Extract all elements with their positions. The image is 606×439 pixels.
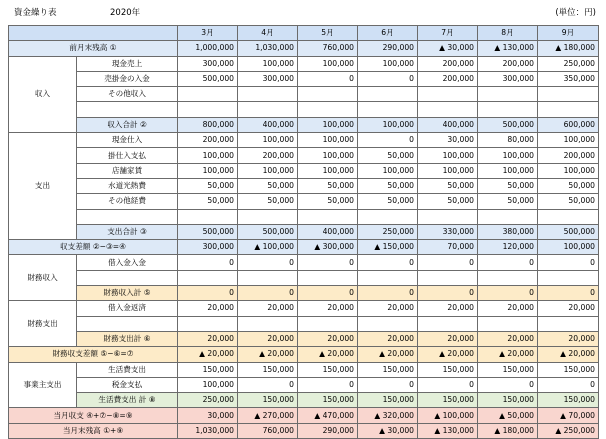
row-label: 財務収入計 ⑤ bbox=[77, 286, 178, 301]
value-cell: 0 bbox=[358, 286, 418, 301]
value-cell: 0 bbox=[478, 255, 538, 270]
row-shushi-sagaku bbox=[9, 240, 599, 255]
value-cell: 100,000 bbox=[238, 133, 298, 148]
value-cell: 200,000 bbox=[178, 133, 238, 148]
value-cell bbox=[418, 270, 478, 285]
value-cell: 500,000 bbox=[178, 71, 238, 86]
row-label: 生活費支出 計 ⑧ bbox=[77, 393, 178, 408]
value-cell: 760,000 bbox=[298, 41, 358, 56]
value-cell: 0 bbox=[238, 255, 298, 270]
row-seikatsu-gokei bbox=[9, 393, 599, 408]
value-cell bbox=[298, 87, 358, 102]
row-blank-zaimu2 bbox=[9, 316, 599, 331]
row-zaimu-shishutsu bbox=[9, 331, 599, 346]
row-zeikin bbox=[9, 377, 599, 392]
value-cell bbox=[418, 209, 478, 224]
value-cell bbox=[178, 209, 238, 224]
value-cell: 0 bbox=[418, 286, 478, 301]
value-cell: 150,000 bbox=[238, 393, 298, 408]
value-cell bbox=[298, 209, 358, 224]
value-cell: 0 bbox=[418, 255, 478, 270]
value-cell: 200,000 bbox=[418, 56, 478, 71]
value-cell: 100,000 bbox=[358, 56, 418, 71]
row-label: 掛仕入支払 bbox=[77, 148, 178, 163]
value-cell: 100,000 bbox=[358, 117, 418, 132]
value-cell: 0 bbox=[538, 286, 599, 301]
group-label: 事業主支出 bbox=[9, 362, 77, 408]
value-cell: 50,000 bbox=[418, 178, 478, 193]
value-cell: 500,000 bbox=[238, 224, 298, 239]
month-header-row bbox=[9, 26, 599, 41]
value-cell: 250,000 bbox=[538, 56, 599, 71]
row-hensai bbox=[9, 301, 599, 316]
row-label: その他収入 bbox=[77, 87, 178, 102]
value-cell: 20,000 bbox=[478, 331, 538, 346]
value-cell: ▲ 250,000 bbox=[538, 423, 599, 438]
value-cell bbox=[358, 87, 418, 102]
value-cell: 0 bbox=[238, 286, 298, 301]
value-cell: 20,000 bbox=[418, 331, 478, 346]
row-label: 財務収支差額 ⑤−⑥=⑦ bbox=[9, 347, 178, 362]
value-cell: 0 bbox=[358, 377, 418, 392]
row-label bbox=[77, 102, 178, 117]
month-header: 3月 bbox=[178, 26, 238, 41]
row-sonota-shunyu bbox=[9, 87, 599, 102]
value-cell: 400,000 bbox=[418, 117, 478, 132]
value-cell: 100,000 bbox=[538, 163, 599, 178]
value-cell: 100,000 bbox=[178, 163, 238, 178]
value-cell bbox=[178, 87, 238, 102]
value-cell: ▲ 20,000 bbox=[298, 347, 358, 362]
row-blank-zaimu bbox=[9, 270, 599, 285]
value-cell: 0 bbox=[298, 377, 358, 392]
value-cell: 100,000 bbox=[478, 148, 538, 163]
value-cell bbox=[478, 209, 538, 224]
value-cell: 0 bbox=[538, 377, 599, 392]
value-cell: ▲ 30,000 bbox=[418, 41, 478, 56]
value-cell: ▲ 150,000 bbox=[358, 240, 418, 255]
value-cell: 20,000 bbox=[358, 331, 418, 346]
row-label: 税金支払 bbox=[77, 377, 178, 392]
value-cell: 150,000 bbox=[238, 362, 298, 377]
value-cell: ▲ 100,000 bbox=[238, 240, 298, 255]
value-cell: 100,000 bbox=[238, 56, 298, 71]
value-cell bbox=[178, 270, 238, 285]
value-cell: ▲ 300,000 bbox=[298, 240, 358, 255]
value-cell: ▲ 100,000 bbox=[418, 408, 478, 423]
value-cell: 0 bbox=[478, 286, 538, 301]
value-cell: 150,000 bbox=[478, 362, 538, 377]
row-label: 当月末残高 ①+⑨ bbox=[9, 423, 178, 438]
row-suido bbox=[9, 178, 599, 193]
value-cell: 0 bbox=[538, 255, 599, 270]
value-cell: 50,000 bbox=[478, 194, 538, 209]
value-cell: 50,000 bbox=[478, 178, 538, 193]
value-cell: ▲ 470,000 bbox=[298, 408, 358, 423]
cashflow-table bbox=[8, 25, 599, 439]
value-cell: 200,000 bbox=[418, 71, 478, 86]
value-cell: 70,000 bbox=[418, 240, 478, 255]
value-cell bbox=[538, 209, 599, 224]
value-cell: 150,000 bbox=[538, 393, 599, 408]
group-label: 収入 bbox=[9, 56, 77, 132]
value-cell: 500,000 bbox=[538, 224, 599, 239]
value-cell bbox=[538, 102, 599, 117]
value-cell: 300,000 bbox=[478, 71, 538, 86]
value-cell: 100,000 bbox=[298, 163, 358, 178]
row-blank-shunyu bbox=[9, 102, 599, 117]
value-cell: 100,000 bbox=[178, 148, 238, 163]
value-cell: 100,000 bbox=[298, 56, 358, 71]
value-cell bbox=[418, 316, 478, 331]
value-cell: 100,000 bbox=[418, 163, 478, 178]
value-cell: 120,000 bbox=[478, 240, 538, 255]
value-cell: ▲ 50,000 bbox=[478, 408, 538, 423]
value-cell: ▲ 20,000 bbox=[418, 347, 478, 362]
row-label: 借入金返済 bbox=[77, 301, 178, 316]
value-cell: 200,000 bbox=[538, 148, 599, 163]
value-cell: 150,000 bbox=[418, 362, 478, 377]
value-cell bbox=[538, 270, 599, 285]
value-cell: ▲ 70,000 bbox=[538, 408, 599, 423]
row-label bbox=[77, 270, 178, 285]
value-cell: 150,000 bbox=[358, 362, 418, 377]
value-cell: 150,000 bbox=[538, 362, 599, 377]
row-seikatsuhi bbox=[9, 362, 599, 377]
row-label: 現金売上 bbox=[77, 56, 178, 71]
value-cell: 300,000 bbox=[238, 71, 298, 86]
value-cell: 80,000 bbox=[478, 133, 538, 148]
value-cell bbox=[478, 102, 538, 117]
value-cell bbox=[178, 102, 238, 117]
value-cell bbox=[478, 87, 538, 102]
value-cell: 100,000 bbox=[538, 240, 599, 255]
corner-cell bbox=[9, 26, 178, 41]
row-label bbox=[77, 316, 178, 331]
value-cell: 20,000 bbox=[478, 301, 538, 316]
value-cell: 20,000 bbox=[178, 331, 238, 346]
value-cell: ▲ 20,000 bbox=[538, 347, 599, 362]
value-cell: 600,000 bbox=[538, 117, 599, 132]
value-cell: 0 bbox=[298, 286, 358, 301]
value-cell bbox=[358, 102, 418, 117]
value-cell: 100,000 bbox=[298, 133, 358, 148]
row-genkin-uriage bbox=[9, 56, 599, 71]
row-label: その他経費 bbox=[77, 194, 178, 209]
value-cell: 400,000 bbox=[238, 117, 298, 132]
value-cell: 100,000 bbox=[358, 163, 418, 178]
value-cell: 0 bbox=[178, 255, 238, 270]
row-kakeshiire bbox=[9, 148, 599, 163]
row-urikake bbox=[9, 71, 599, 86]
value-cell: 300,000 bbox=[178, 56, 238, 71]
value-cell: 20,000 bbox=[298, 331, 358, 346]
sheet-title: 資金繰り表 bbox=[14, 8, 57, 18]
value-cell: 50,000 bbox=[358, 194, 418, 209]
value-cell: 400,000 bbox=[298, 224, 358, 239]
row-sonota-keihi bbox=[9, 194, 599, 209]
value-cell bbox=[238, 316, 298, 331]
value-cell bbox=[178, 316, 238, 331]
value-cell: 50,000 bbox=[358, 148, 418, 163]
value-cell: ▲ 20,000 bbox=[238, 347, 298, 362]
value-cell: 20,000 bbox=[298, 301, 358, 316]
month-header: 6月 bbox=[358, 26, 418, 41]
value-cell bbox=[358, 316, 418, 331]
value-cell: 500,000 bbox=[478, 117, 538, 132]
row-blank-shishutsu bbox=[9, 209, 599, 224]
value-cell: 100,000 bbox=[418, 148, 478, 163]
value-cell bbox=[538, 87, 599, 102]
month-header: 9月 bbox=[538, 26, 599, 41]
value-cell: 1,030,000 bbox=[178, 423, 238, 438]
value-cell: 380,000 bbox=[478, 224, 538, 239]
group-label: 財務収入 bbox=[9, 255, 77, 301]
value-cell: 30,000 bbox=[418, 133, 478, 148]
value-cell bbox=[478, 270, 538, 285]
value-cell: 150,000 bbox=[298, 362, 358, 377]
value-cell: 100,000 bbox=[298, 117, 358, 132]
row-genkin-shiire bbox=[9, 133, 599, 148]
row-label: 売掛金の入金 bbox=[77, 71, 178, 86]
value-cell: ▲ 20,000 bbox=[358, 347, 418, 362]
value-cell: 20,000 bbox=[358, 301, 418, 316]
value-cell: ▲ 180,000 bbox=[478, 423, 538, 438]
value-cell bbox=[418, 102, 478, 117]
value-cell bbox=[478, 316, 538, 331]
value-cell: 100,000 bbox=[478, 163, 538, 178]
value-cell: 50,000 bbox=[238, 194, 298, 209]
value-cell: 0 bbox=[298, 255, 358, 270]
row-label: 現金仕入 bbox=[77, 133, 178, 148]
month-header: 4月 bbox=[238, 26, 298, 41]
row-label: 財務支出計 ⑥ bbox=[77, 331, 178, 346]
value-cell bbox=[358, 270, 418, 285]
value-cell bbox=[238, 209, 298, 224]
value-cell: 200,000 bbox=[238, 148, 298, 163]
value-cell: 20,000 bbox=[238, 301, 298, 316]
row-label: 生活費支出 bbox=[77, 362, 178, 377]
value-cell: 20,000 bbox=[178, 301, 238, 316]
row-tenpo bbox=[9, 163, 599, 178]
value-cell: ▲ 30,000 bbox=[358, 423, 418, 438]
row-zaimu-sagaku bbox=[9, 347, 599, 362]
value-cell: 0 bbox=[358, 255, 418, 270]
value-cell bbox=[538, 316, 599, 331]
value-cell: 1,030,000 bbox=[238, 41, 298, 56]
value-cell: 200,000 bbox=[478, 56, 538, 71]
value-cell: ▲ 320,000 bbox=[358, 408, 418, 423]
value-cell: 50,000 bbox=[298, 178, 358, 193]
row-zaimu-shunyu bbox=[9, 286, 599, 301]
value-cell: 50,000 bbox=[238, 178, 298, 193]
value-cell bbox=[238, 87, 298, 102]
value-cell: ▲ 130,000 bbox=[478, 41, 538, 56]
value-cell bbox=[298, 270, 358, 285]
value-cell: 800,000 bbox=[178, 117, 238, 132]
value-cell: 290,000 bbox=[358, 41, 418, 56]
value-cell: 100,000 bbox=[178, 377, 238, 392]
value-cell bbox=[238, 270, 298, 285]
value-cell bbox=[418, 87, 478, 102]
value-cell: ▲ 130,000 bbox=[418, 423, 478, 438]
row-label: 支出合計 ③ bbox=[77, 224, 178, 239]
value-cell: 50,000 bbox=[178, 194, 238, 209]
row-label: 当月収支 ④+⑦−⑧=⑨ bbox=[9, 408, 178, 423]
value-cell: 20,000 bbox=[418, 301, 478, 316]
month-header: 7月 bbox=[418, 26, 478, 41]
value-cell: ▲ 270,000 bbox=[238, 408, 298, 423]
row-label: 収支差額 ②−③=④ bbox=[9, 240, 178, 255]
sheet-year: 2020年 bbox=[110, 8, 141, 18]
value-cell bbox=[298, 102, 358, 117]
value-cell: 0 bbox=[418, 377, 478, 392]
value-cell: 0 bbox=[358, 133, 418, 148]
value-cell: 760,000 bbox=[238, 423, 298, 438]
value-cell: 100,000 bbox=[238, 163, 298, 178]
value-cell bbox=[298, 316, 358, 331]
value-cell: 300,000 bbox=[178, 240, 238, 255]
row-label: 店舗家賃 bbox=[77, 163, 178, 178]
value-cell: 150,000 bbox=[418, 393, 478, 408]
value-cell: 50,000 bbox=[298, 194, 358, 209]
value-cell: 250,000 bbox=[358, 224, 418, 239]
value-cell: 0 bbox=[238, 377, 298, 392]
value-cell: 100,000 bbox=[298, 148, 358, 163]
row-label: 借入金入金 bbox=[77, 255, 178, 270]
group-label: 支出 bbox=[9, 133, 77, 240]
row-zengetsu bbox=[9, 41, 599, 56]
value-cell bbox=[238, 102, 298, 117]
group-label: 財務支出 bbox=[9, 301, 77, 347]
value-cell: 500,000 bbox=[178, 224, 238, 239]
value-cell: 20,000 bbox=[538, 301, 599, 316]
value-cell bbox=[358, 209, 418, 224]
value-cell: 50,000 bbox=[358, 178, 418, 193]
unit-label: (単位：円) bbox=[555, 8, 596, 18]
value-cell: ▲ 20,000 bbox=[178, 347, 238, 362]
row-label: 水道光熱費 bbox=[77, 178, 178, 193]
value-cell: 20,000 bbox=[538, 331, 599, 346]
value-cell: 150,000 bbox=[298, 393, 358, 408]
value-cell: 0 bbox=[298, 71, 358, 86]
value-cell: 350,000 bbox=[538, 71, 599, 86]
row-tougetsu-shushi bbox=[9, 408, 599, 423]
value-cell: 50,000 bbox=[538, 194, 599, 209]
value-cell: 50,000 bbox=[418, 194, 478, 209]
value-cell: 50,000 bbox=[538, 178, 599, 193]
value-cell: ▲ 180,000 bbox=[538, 41, 599, 56]
row-tougetsu-zandaka bbox=[9, 423, 599, 438]
row-label bbox=[77, 209, 178, 224]
value-cell: ▲ 20,000 bbox=[478, 347, 538, 362]
value-cell: 30,000 bbox=[178, 408, 238, 423]
row-shishutsu-gokei bbox=[9, 224, 599, 239]
value-cell: 0 bbox=[478, 377, 538, 392]
value-cell: 0 bbox=[178, 286, 238, 301]
row-label: 前月末残高 ① bbox=[9, 41, 178, 56]
row-kariire bbox=[9, 255, 599, 270]
value-cell: 50,000 bbox=[178, 178, 238, 193]
value-cell: 0 bbox=[358, 71, 418, 86]
value-cell: 1,000,000 bbox=[178, 41, 238, 56]
value-cell: 150,000 bbox=[478, 393, 538, 408]
value-cell: 330,000 bbox=[418, 224, 478, 239]
month-header: 5月 bbox=[298, 26, 358, 41]
row-label: 収入合計 ② bbox=[77, 117, 178, 132]
row-shunyu-gokei bbox=[9, 117, 599, 132]
month-header: 8月 bbox=[478, 26, 538, 41]
value-cell: 20,000 bbox=[238, 331, 298, 346]
value-cell: 150,000 bbox=[178, 362, 238, 377]
value-cell: 290,000 bbox=[298, 423, 358, 438]
value-cell: 100,000 bbox=[538, 133, 599, 148]
value-cell: 150,000 bbox=[358, 393, 418, 408]
value-cell: 250,000 bbox=[178, 393, 238, 408]
